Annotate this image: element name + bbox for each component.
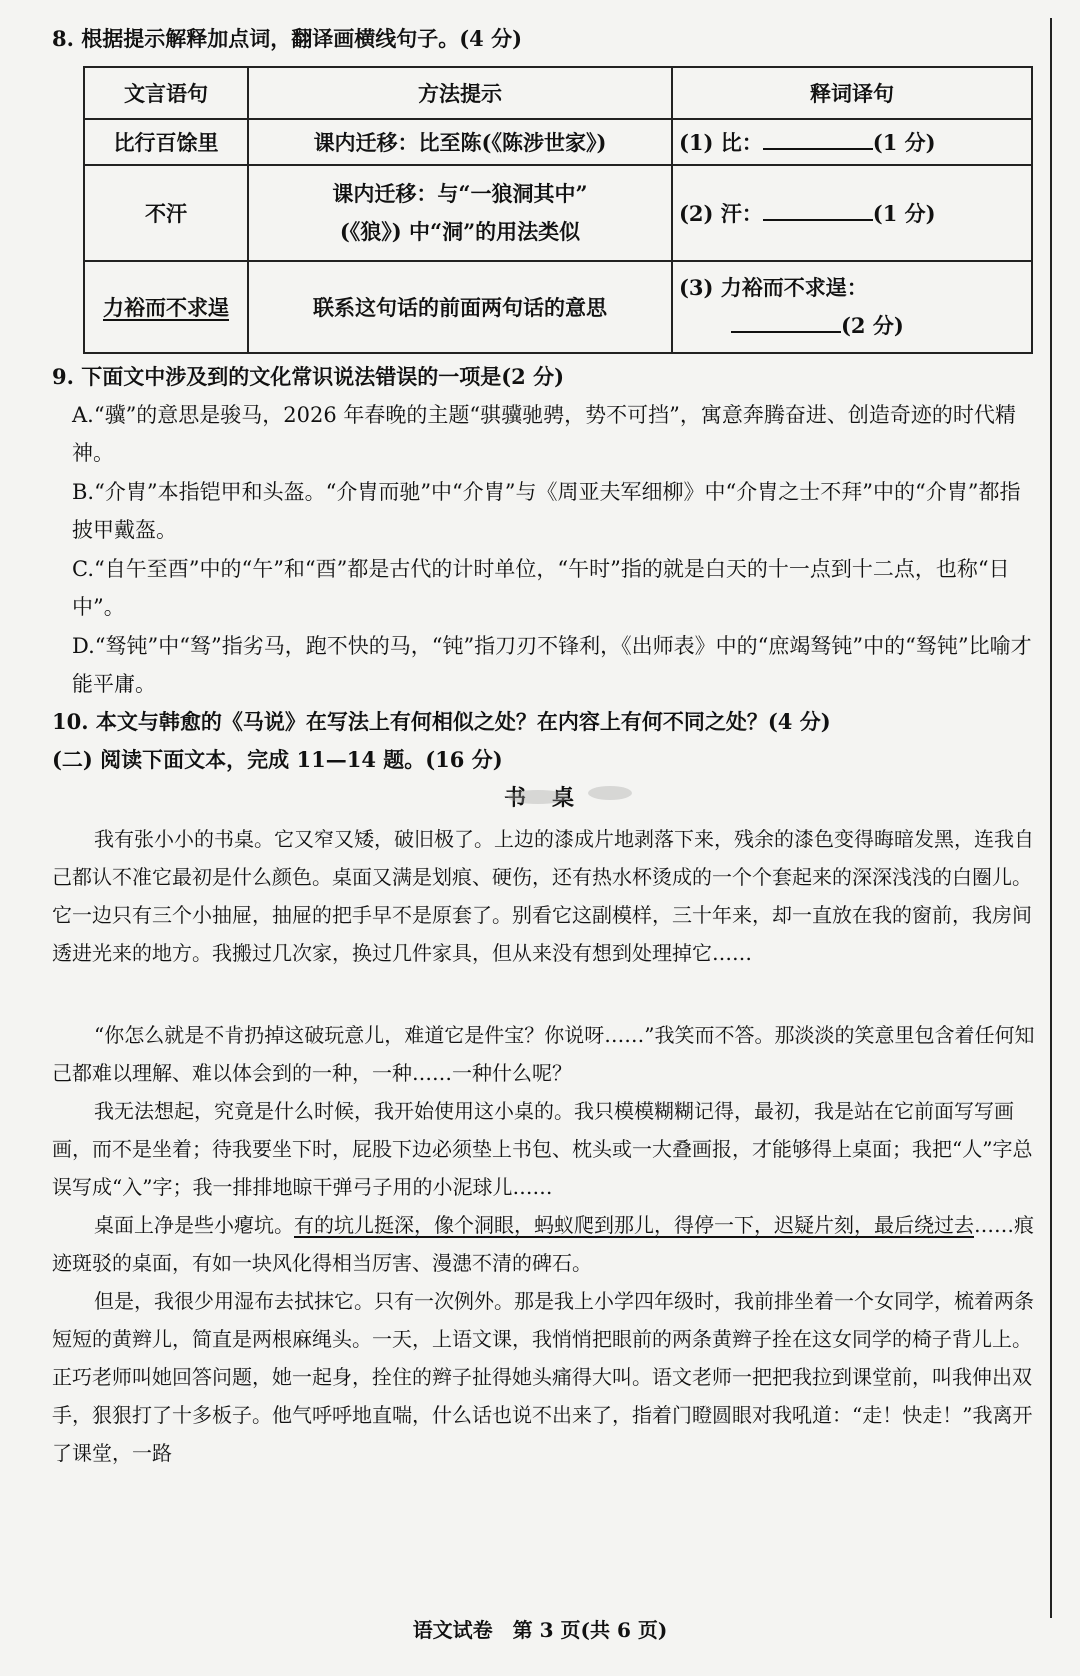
question-9-title: 9. 下面文中涉及到的文化常识说法错误的一项是(2 分) (52, 364, 565, 389)
question-9-option-c: C.“自午至酉”中的“午”和“酉”都是古代的计时单位，“午时”指的就是白天的十一点到十二点，也称“日中”。 (72, 557, 1010, 619)
row2-answer (672, 165, 1032, 261)
table-row (84, 261, 1032, 353)
row3-score: (2 分) (841, 313, 904, 338)
header-hint: 方法提示 (248, 67, 672, 119)
article-paragraph-1: 我有张小小的书桌。它又窄又矮，破旧极了。上边的漆成片地剥落下来，残余的漆色变得晦暗发黑，连我自己都认不准它最初是什么颜色。桌面又满是划痕、硬伤，还有热水杯烫成的一个个套起来的深深浅浅的白圈儿。它一边只有三个小抽屉，抽屉的把手早不是原套了。别看它这副模样，三十年来，却一直放在我的窗前，我房间透进光来的地方。我搬过几次家，换过几件家具，但从来没有想到处理掉它…… (52, 827, 1034, 965)
question-8-table (83, 66, 1033, 354)
article-paragraph-2: “你怎么就是不肯扔掉这破玩意儿，难道它是件宝？你说呀……”我笑而不答。那淡淡的笑意里包含着任何知己都难以理解、难以体会到的一种，一种……一种什么呢？ (52, 1023, 1035, 1085)
article-paragraph-3: 我无法想起，究竟是什么时候，我开始使用这小桌的。我只模模糊糊记得，最初，我是站在它前面写写画画，而不是坐着；待我要坐下时，屁股下边必须垫上书包、枕头或一大叠画报，才能够得上桌面；我把“人”字总误写成“入”字；我一排排地晾干弹弓子用的小泥球儿…… (52, 1099, 1033, 1199)
table-header-row (84, 67, 1032, 119)
row3-blank[interactable] (731, 311, 841, 333)
row2-hint (248, 165, 672, 261)
margin-line (1050, 18, 1052, 1618)
row3-sentence (84, 261, 248, 353)
row2-score: (1 分) (872, 201, 936, 226)
row1-answer-label: (1) 比： (679, 130, 763, 155)
article-paragraph-4 (52, 1206, 1040, 1282)
row1-sentence: 比行百馀里 (84, 119, 248, 165)
row3-sentence-text: 力裕而不求逞 (103, 295, 229, 320)
p4-pre: 桌面上净是些小瘪坑。 (94, 1213, 294, 1237)
page-footer: 语文试卷 第 3 页(共 6 页) (412, 1618, 668, 1642)
question-9-option-d: D.“驽钝”中“驽”指劣马，跑不快的马，“钝”指刀刃不锋利，《出师表》中的“庶竭驽钝”中的“驽钝”比喻才能平庸。 (72, 634, 1032, 696)
question-8-title: 8. 根据提示解释加点词，翻译画横线句子。(4 分) (52, 26, 523, 51)
p4-post: ……痕迹斑驳的桌面，有如一块风化得相当厉害、漫漶不清的碑石。 (52, 1213, 1034, 1275)
header-sentence: 文言语句 (84, 67, 248, 119)
row3-answer-label: (3) 力裕而不求逞： (679, 275, 868, 300)
table-row (84, 165, 1032, 261)
row1-score: (1 分) (872, 130, 936, 155)
row2-blank[interactable] (763, 199, 873, 221)
row1-answer (672, 119, 1032, 165)
section-2-title: (二) 阅读下面文本，完成 11—14 题。(16 分) (52, 747, 503, 772)
row1-hint: 课内迁移：比至陈(《陈涉世家》) (248, 119, 672, 165)
row2-hint-line1: 课内迁移：与“一狼洞其中” (332, 181, 588, 206)
header-answer: 释词译句 (672, 67, 1032, 119)
question-9-option-a: A.“骥”的意思是骏马，2026 年春晚的主题“骐骥驰骋，势不可挡”，寓意奔腾奋进、创造奇迹的时代精神。 (72, 403, 1016, 465)
row3-hint: 联系这句话的前面两句话的意思 (248, 261, 672, 353)
row2-answer-label: (2) 汗： (679, 201, 763, 226)
article-title: 书 桌 (503, 785, 576, 811)
row2-hint-line2: (《狼》) 中“洞”的用法类似 (339, 219, 581, 244)
ink-smudge (508, 790, 568, 804)
question-9-option-b: B.“介胄”本指铠甲和头盔。“介胄而驰”中“介胄”与《周亚夫军细柳》中“介胄之士不拜”中的“介胄”都指披甲戴盔。 (72, 480, 1021, 542)
row2-sentence: 不汗 (84, 165, 248, 261)
p4-underlined: 有的坑儿挺深，像个洞眼，蚂蚁爬到那儿，得停一下，迟疑片刻，最后绕过去 (294, 1213, 974, 1237)
row3-answer (672, 261, 1032, 353)
question-10-title: 10. 本文与韩愈的《马说》在写法上有何相似之处？在内容上有何不同之处？(4 分) (52, 709, 831, 734)
row1-blank[interactable] (763, 128, 873, 150)
ink-smudge (588, 786, 632, 800)
table-row (84, 119, 1032, 165)
article-paragraph-5: 但是，我很少用湿布去拭抹它。只有一次例外。那是我上小学四年级时，我前排坐着一个女同学，梳着两条短短的黄辫儿，简直是两根麻绳头。一天，上语文课，我悄悄把眼前的两条黄辫子拴在这女同学的椅子背儿上。正巧老师叫她回答问题，她一起身，拴住的辫子扯得她头痛得大叫。语文老师一把把我拉到课堂前，叫我伸出双手，狠狠打了十多板子。他气呼呼地直喘，什么话也说不出来了，指着门瞪圆眼对我吼道：“走！快走！”我离开了课堂，一路 (52, 1289, 1034, 1465)
